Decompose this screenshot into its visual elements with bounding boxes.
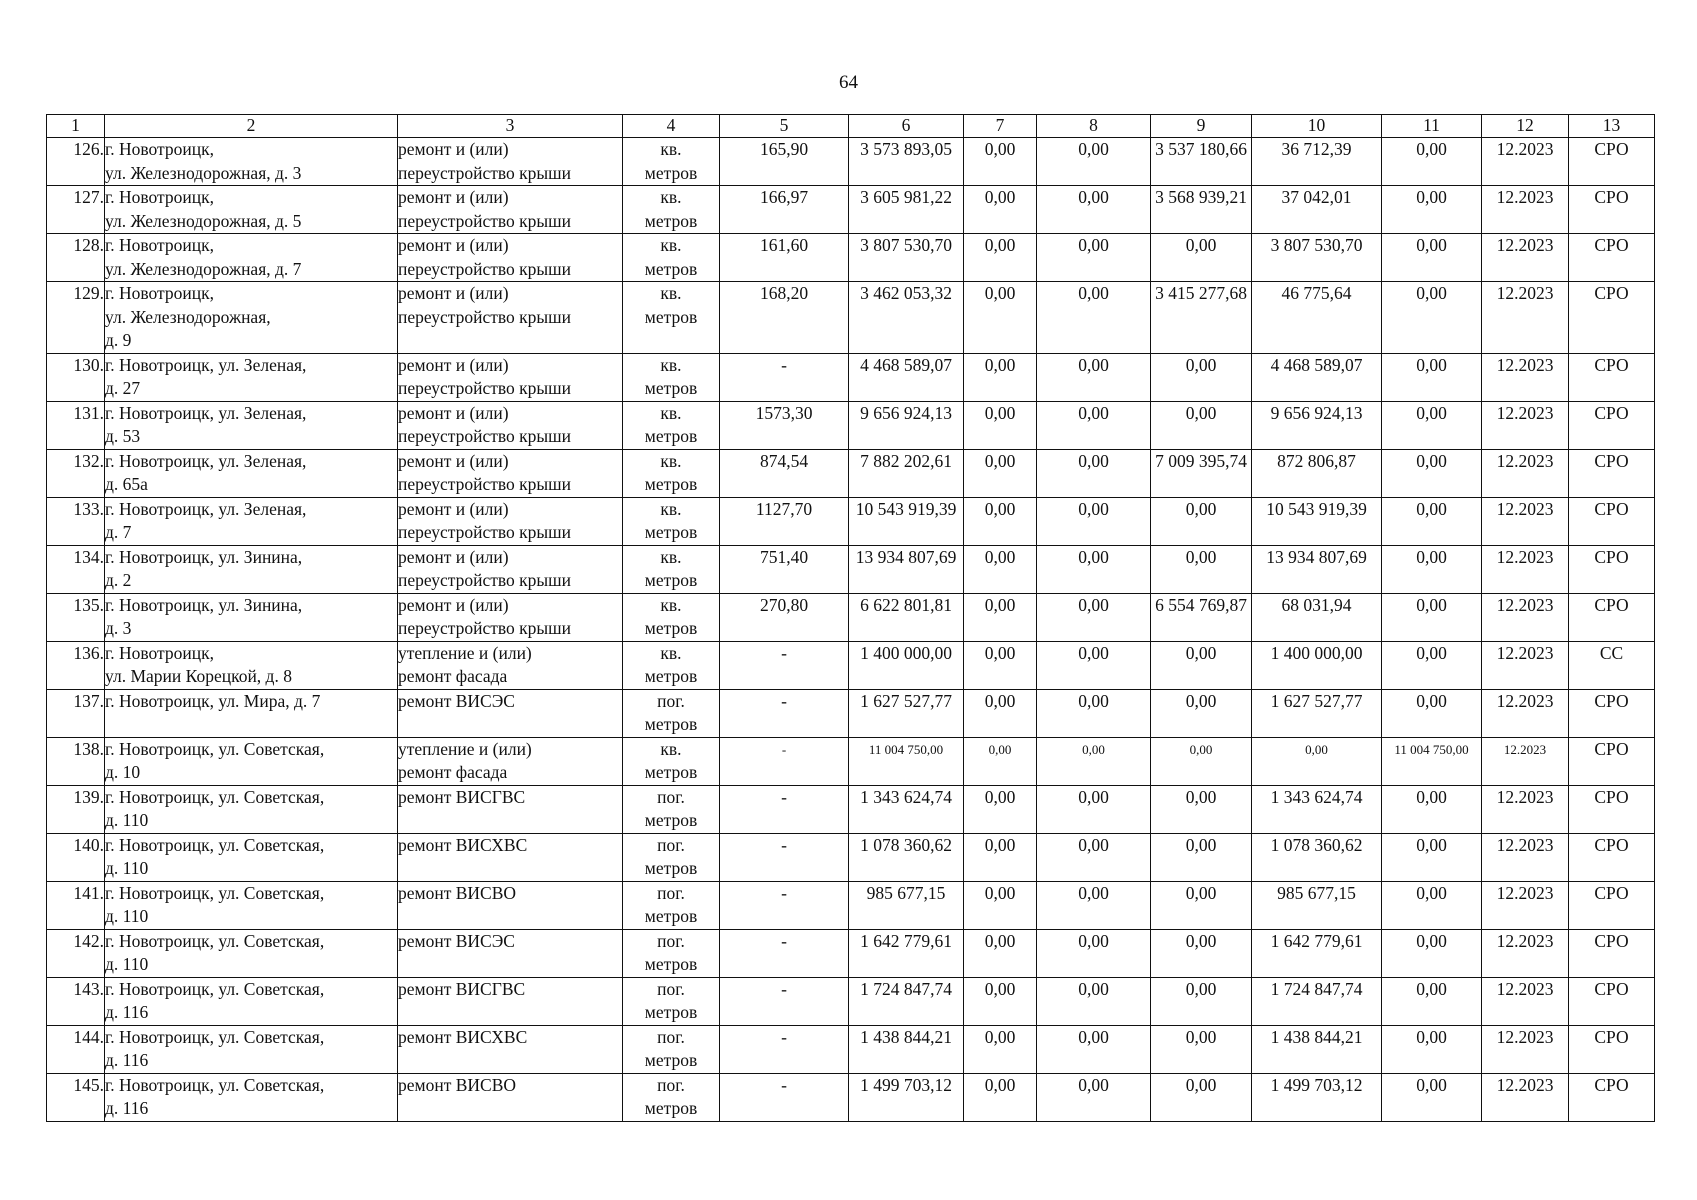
value-cell: 0,00 — [1037, 449, 1151, 497]
deadline-cell: 12.2023 — [1482, 401, 1569, 449]
table-row — [47, 1025, 1655, 1073]
work-type-cell: ремонт и (или) переустройство крыши — [398, 138, 623, 186]
table-row — [47, 353, 1655, 401]
column-header: 5 — [720, 115, 849, 138]
deadline-cell: 12.2023 — [1482, 1073, 1569, 1121]
column-header: 3 — [398, 115, 623, 138]
value-cell: 6 554 769,87 — [1151, 593, 1252, 641]
value-cell: 0,00 — [1037, 881, 1151, 929]
unit-cell: кв. метров — [623, 593, 720, 641]
value-cell: 36 712,39 — [1252, 138, 1382, 186]
value-cell: 0,00 — [1037, 497, 1151, 545]
table-row — [47, 401, 1655, 449]
value-cell: 0,00 — [1037, 282, 1151, 354]
value-cell: 0,00 — [1151, 234, 1252, 282]
column-number-row — [47, 115, 1655, 138]
total-cost-cell: 1 438 844,21 — [849, 1025, 964, 1073]
address-cell: г. Новотроицк, ул. Советская, д. 110 — [105, 785, 398, 833]
work-type-cell: ремонт и (или) переустройство крыши — [398, 593, 623, 641]
area-cell: - — [720, 1025, 849, 1073]
address-cell: г. Новотроицк, ул. Зеленая, д. 7 — [105, 497, 398, 545]
deadline-cell: 12.2023 — [1482, 282, 1569, 354]
total-cost-cell: 3 573 893,05 — [849, 138, 964, 186]
total-cost-cell: 1 499 703,12 — [849, 1073, 964, 1121]
work-type-cell: утепление и (или) ремонт фасада — [398, 641, 623, 689]
deadline-cell: 12.2023 — [1482, 593, 1569, 641]
value-cell: 0,00 — [1151, 497, 1252, 545]
value-cell: 1 078 360,62 — [1252, 833, 1382, 881]
value-cell: 0,00 — [1382, 689, 1482, 737]
work-type-cell: ремонт и (или) переустройство крыши — [398, 186, 623, 234]
value-cell: 0,00 — [964, 497, 1037, 545]
value-cell: 0,00 — [1037, 234, 1151, 282]
column-header: 2 — [105, 115, 398, 138]
total-cost-cell: 1 627 527,77 — [849, 689, 964, 737]
method-cell: СРО — [1569, 1073, 1655, 1121]
value-cell: 0,00 — [964, 977, 1037, 1025]
value-cell: 0,00 — [1151, 401, 1252, 449]
value-cell: 0,00 — [1037, 929, 1151, 977]
deadline-cell: 12.2023 — [1482, 186, 1569, 234]
value-cell: 0,00 — [1382, 833, 1482, 881]
column-header: 12 — [1482, 115, 1569, 138]
value-cell: 0,00 — [964, 785, 1037, 833]
value-cell: 1 343 624,74 — [1252, 785, 1382, 833]
deadline-cell: 12.2023 — [1482, 449, 1569, 497]
column-header: 4 — [623, 115, 720, 138]
work-type-cell: ремонт ВИСЭС — [398, 689, 623, 737]
address-cell: г. Новотроицк, ул. Советская, д. 116 — [105, 977, 398, 1025]
value-cell: 0,00 — [964, 689, 1037, 737]
table-body — [47, 138, 1655, 1122]
value-cell: 68 031,94 — [1252, 593, 1382, 641]
value-cell: 0,00 — [1382, 449, 1482, 497]
address-cell: г. Новотроицк, ул. Советская, д. 110 — [105, 833, 398, 881]
value-cell: 9 656 924,13 — [1252, 401, 1382, 449]
table-row — [47, 977, 1655, 1025]
value-cell: 0,00 — [1037, 641, 1151, 689]
method-cell: СРО — [1569, 689, 1655, 737]
area-cell: - — [720, 785, 849, 833]
deadline-cell: 12.2023 — [1482, 641, 1569, 689]
address-cell: г. Новотроицк, ул. Советская, д. 116 — [105, 1073, 398, 1121]
total-cost-cell: 3 605 981,22 — [849, 186, 964, 234]
value-cell: 0,00 — [1037, 1073, 1151, 1121]
total-cost-cell: 3 462 053,32 — [849, 282, 964, 354]
work-type-cell: ремонт ВИСХВС — [398, 833, 623, 881]
area-cell: 166,97 — [720, 186, 849, 234]
table-row — [47, 449, 1655, 497]
row-number: 126. — [47, 138, 105, 186]
deadline-cell: 12.2023 — [1482, 1025, 1569, 1073]
value-cell: 10 543 919,39 — [1252, 497, 1382, 545]
method-cell: СРО — [1569, 234, 1655, 282]
value-cell: 13 934 807,69 — [1252, 545, 1382, 593]
row-number: 133. — [47, 497, 105, 545]
deadline-cell: 12.2023 — [1482, 737, 1569, 785]
area-cell: - — [720, 1073, 849, 1121]
deadline-cell: 12.2023 — [1482, 785, 1569, 833]
value-cell: 0,00 — [1151, 689, 1252, 737]
value-cell: 0,00 — [1382, 186, 1482, 234]
value-cell: 0,00 — [1382, 1073, 1482, 1121]
value-cell: 37 042,01 — [1252, 186, 1382, 234]
unit-cell: кв. метров — [623, 737, 720, 785]
row-number: 145. — [47, 1073, 105, 1121]
value-cell: 0,00 — [1151, 881, 1252, 929]
address-cell: г. Новотроицк, ул. Железнодорожная, д. 3 — [105, 138, 398, 186]
work-type-cell: ремонт и (или) переустройство крыши — [398, 401, 623, 449]
value-cell: 0,00 — [1037, 593, 1151, 641]
area-cell: - — [720, 737, 849, 785]
row-number: 138. — [47, 737, 105, 785]
value-cell: 1 499 703,12 — [1252, 1073, 1382, 1121]
total-cost-cell: 3 807 530,70 — [849, 234, 964, 282]
method-cell: СРО — [1569, 282, 1655, 354]
unit-cell: пог. метров — [623, 1073, 720, 1121]
unit-cell: кв. метров — [623, 641, 720, 689]
value-cell: 0,00 — [1037, 785, 1151, 833]
table-row — [47, 1073, 1655, 1121]
deadline-cell: 12.2023 — [1482, 689, 1569, 737]
method-cell: СС — [1569, 641, 1655, 689]
method-cell: СРО — [1569, 929, 1655, 977]
value-cell: 0,00 — [1151, 353, 1252, 401]
unit-cell: пог. метров — [623, 833, 720, 881]
row-number: 143. — [47, 977, 105, 1025]
value-cell: 0,00 — [964, 186, 1037, 234]
area-cell: 751,40 — [720, 545, 849, 593]
table-row — [47, 641, 1655, 689]
total-cost-cell: 1 724 847,74 — [849, 977, 964, 1025]
unit-cell: пог. метров — [623, 977, 720, 1025]
address-cell: г. Новотроицк, ул. Советская, д. 116 — [105, 1025, 398, 1073]
unit-cell: пог. метров — [623, 785, 720, 833]
unit-cell: кв. метров — [623, 138, 720, 186]
area-cell: 270,80 — [720, 593, 849, 641]
deadline-cell: 12.2023 — [1482, 881, 1569, 929]
total-cost-cell: 1 078 360,62 — [849, 833, 964, 881]
area-cell: - — [720, 977, 849, 1025]
total-cost-cell: 13 934 807,69 — [849, 545, 964, 593]
row-number: 129. — [47, 282, 105, 354]
work-type-cell: утепление и (или) ремонт фасада — [398, 737, 623, 785]
deadline-cell: 12.2023 — [1482, 545, 1569, 593]
method-cell: СРО — [1569, 545, 1655, 593]
total-cost-cell: 4 468 589,07 — [849, 353, 964, 401]
method-cell: СРО — [1569, 497, 1655, 545]
value-cell: 0,00 — [964, 1025, 1037, 1073]
deadline-cell: 12.2023 — [1482, 234, 1569, 282]
value-cell: 0,00 — [964, 138, 1037, 186]
row-number: 136. — [47, 641, 105, 689]
value-cell: 3 568 939,21 — [1151, 186, 1252, 234]
value-cell: 11 004 750,00 — [1382, 737, 1482, 785]
address-cell: г. Новотроицк, ул. Железнодорожная, д. 9 — [105, 282, 398, 354]
method-cell: СРО — [1569, 881, 1655, 929]
table-row — [47, 234, 1655, 282]
value-cell: 0,00 — [1382, 929, 1482, 977]
value-cell: 4 468 589,07 — [1252, 353, 1382, 401]
value-cell: 872 806,87 — [1252, 449, 1382, 497]
work-type-cell: ремонт и (или) переустройство крыши — [398, 449, 623, 497]
unit-cell: пог. метров — [623, 1025, 720, 1073]
table-row — [47, 282, 1655, 354]
value-cell: 0,00 — [964, 641, 1037, 689]
column-header: 9 — [1151, 115, 1252, 138]
address-cell: г. Новотроицк, ул. Мира, д. 7 — [105, 689, 398, 737]
unit-cell: кв. метров — [623, 401, 720, 449]
address-cell: г. Новотроицк, ул. Зинина, д. 3 — [105, 593, 398, 641]
work-type-cell: ремонт ВИСХВС — [398, 1025, 623, 1073]
method-cell: СРО — [1569, 593, 1655, 641]
value-cell: 0,00 — [964, 282, 1037, 354]
deadline-cell: 12.2023 — [1482, 497, 1569, 545]
total-cost-cell: 985 677,15 — [849, 881, 964, 929]
total-cost-cell: 11 004 750,00 — [849, 737, 964, 785]
work-type-cell: ремонт и (или) переустройство крыши — [398, 234, 623, 282]
value-cell: 0,00 — [1037, 689, 1151, 737]
capital-repair-table — [46, 114, 1655, 1122]
column-header: 8 — [1037, 115, 1151, 138]
value-cell: 0,00 — [1037, 737, 1151, 785]
value-cell: 0,00 — [1037, 1025, 1151, 1073]
table-row — [47, 833, 1655, 881]
row-number: 139. — [47, 785, 105, 833]
row-number: 130. — [47, 353, 105, 401]
value-cell: 0,00 — [964, 833, 1037, 881]
value-cell: 0,00 — [1151, 545, 1252, 593]
row-number: 141. — [47, 881, 105, 929]
value-cell: 0,00 — [1382, 1025, 1482, 1073]
value-cell: 0,00 — [964, 929, 1037, 977]
row-number: 140. — [47, 833, 105, 881]
unit-cell: пог. метров — [623, 689, 720, 737]
value-cell: 0,00 — [1382, 881, 1482, 929]
unit-cell: кв. метров — [623, 545, 720, 593]
area-cell: 168,20 — [720, 282, 849, 354]
row-number: 142. — [47, 929, 105, 977]
work-type-cell: ремонт и (или) переустройство крыши — [398, 282, 623, 354]
area-cell: 874,54 — [720, 449, 849, 497]
value-cell: 0,00 — [1151, 977, 1252, 1025]
value-cell: 0,00 — [1037, 833, 1151, 881]
value-cell: 0,00 — [1151, 785, 1252, 833]
work-type-cell: ремонт ВИСВО — [398, 881, 623, 929]
unit-cell: пог. метров — [623, 881, 720, 929]
value-cell: 46 775,64 — [1252, 282, 1382, 354]
work-type-cell: ремонт и (или) переустройство крыши — [398, 497, 623, 545]
area-cell: 1573,30 — [720, 401, 849, 449]
area-cell: - — [720, 881, 849, 929]
method-cell: СРО — [1569, 138, 1655, 186]
area-cell: - — [720, 689, 849, 737]
table-row — [47, 929, 1655, 977]
value-cell: 0,00 — [1037, 353, 1151, 401]
unit-cell: кв. метров — [623, 282, 720, 354]
deadline-cell: 12.2023 — [1482, 929, 1569, 977]
total-cost-cell: 9 656 924,13 — [849, 401, 964, 449]
table-row — [47, 785, 1655, 833]
address-cell: г. Новотроицк, ул. Зеленая, д. 27 — [105, 353, 398, 401]
value-cell: 7 009 395,74 — [1151, 449, 1252, 497]
method-cell: СРО — [1569, 1025, 1655, 1073]
table-row — [47, 545, 1655, 593]
row-number: 144. — [47, 1025, 105, 1073]
value-cell: 1 642 779,61 — [1252, 929, 1382, 977]
value-cell: 0,00 — [1151, 1025, 1252, 1073]
work-type-cell: ремонт и (или) переустройство крыши — [398, 545, 623, 593]
value-cell: 1 724 847,74 — [1252, 977, 1382, 1025]
area-cell: 165,90 — [720, 138, 849, 186]
table-row — [47, 689, 1655, 737]
page-number: 64 — [839, 72, 858, 93]
method-cell: СРО — [1569, 833, 1655, 881]
value-cell: 985 677,15 — [1252, 881, 1382, 929]
value-cell: 0,00 — [1252, 737, 1382, 785]
unit-cell: пог. метров — [623, 929, 720, 977]
work-type-cell: ремонт и (или) переустройство крыши — [398, 353, 623, 401]
method-cell: СРО — [1569, 737, 1655, 785]
value-cell: 0,00 — [1037, 401, 1151, 449]
table-row — [47, 497, 1655, 545]
value-cell: 0,00 — [1382, 641, 1482, 689]
address-cell: г. Новотроицк, ул. Зинина, д. 2 — [105, 545, 398, 593]
value-cell: 1 627 527,77 — [1252, 689, 1382, 737]
column-header: 7 — [964, 115, 1037, 138]
value-cell: 0,00 — [1151, 1073, 1252, 1121]
value-cell: 0,00 — [964, 737, 1037, 785]
row-number: 128. — [47, 234, 105, 282]
value-cell: 0,00 — [1151, 737, 1252, 785]
deadline-cell: 12.2023 — [1482, 138, 1569, 186]
value-cell: 0,00 — [964, 353, 1037, 401]
total-cost-cell: 7 882 202,61 — [849, 449, 964, 497]
method-cell: СРО — [1569, 785, 1655, 833]
column-header: 1 — [47, 115, 105, 138]
value-cell: 0,00 — [1382, 977, 1482, 1025]
work-type-cell: ремонт ВИСГВС — [398, 977, 623, 1025]
row-number: 134. — [47, 545, 105, 593]
deadline-cell: 12.2023 — [1482, 833, 1569, 881]
unit-cell: кв. метров — [623, 186, 720, 234]
value-cell: 0,00 — [1382, 401, 1482, 449]
value-cell: 0,00 — [964, 593, 1037, 641]
address-cell: г. Новотроицк, ул. Советская, д. 110 — [105, 881, 398, 929]
value-cell: 3 537 180,66 — [1151, 138, 1252, 186]
value-cell: 0,00 — [1382, 282, 1482, 354]
value-cell: 0,00 — [1037, 977, 1151, 1025]
method-cell: СРО — [1569, 977, 1655, 1025]
area-cell: 161,60 — [720, 234, 849, 282]
address-cell: г. Новотроицк, ул. Советская, д. 110 — [105, 929, 398, 977]
address-cell: г. Новотроицк, ул. Железнодорожная, д. 7 — [105, 234, 398, 282]
work-type-cell: ремонт ВИСВО — [398, 1073, 623, 1121]
address-cell: г. Новотроицк, ул. Марии Корецкой, д. 8 — [105, 641, 398, 689]
row-number: 137. — [47, 689, 105, 737]
value-cell: 0,00 — [1382, 593, 1482, 641]
total-cost-cell: 1 400 000,00 — [849, 641, 964, 689]
method-cell: СРО — [1569, 353, 1655, 401]
method-cell: СРО — [1569, 186, 1655, 234]
deadline-cell: 12.2023 — [1482, 353, 1569, 401]
column-header: 6 — [849, 115, 964, 138]
value-cell: 0,00 — [1151, 929, 1252, 977]
table-row — [47, 737, 1655, 785]
row-number: 135. — [47, 593, 105, 641]
row-number: 132. — [47, 449, 105, 497]
total-cost-cell: 10 543 919,39 — [849, 497, 964, 545]
column-header: 10 — [1252, 115, 1382, 138]
unit-cell: кв. метров — [623, 234, 720, 282]
value-cell: 3 807 530,70 — [1252, 234, 1382, 282]
table-row — [47, 186, 1655, 234]
value-cell: 0,00 — [1037, 138, 1151, 186]
table-row — [47, 138, 1655, 186]
area-cell: - — [720, 929, 849, 977]
area-cell: - — [720, 833, 849, 881]
address-cell: г. Новотроицк, ул. Советская, д. 10 — [105, 737, 398, 785]
value-cell: 0,00 — [1151, 833, 1252, 881]
row-number: 131. — [47, 401, 105, 449]
total-cost-cell: 1 642 779,61 — [849, 929, 964, 977]
value-cell: 0,00 — [1382, 545, 1482, 593]
value-cell: 0,00 — [964, 234, 1037, 282]
value-cell: 1 400 000,00 — [1252, 641, 1382, 689]
unit-cell: кв. метров — [623, 353, 720, 401]
address-cell: г. Новотроицк, ул. Железнодорожная, д. 5 — [105, 186, 398, 234]
value-cell: 0,00 — [1382, 234, 1482, 282]
address-cell: г. Новотроицк, ул. Зеленая, д. 53 — [105, 401, 398, 449]
value-cell: 0,00 — [1382, 138, 1482, 186]
table-row — [47, 593, 1655, 641]
value-cell: 0,00 — [964, 881, 1037, 929]
value-cell: 0,00 — [1382, 785, 1482, 833]
unit-cell: кв. метров — [623, 497, 720, 545]
value-cell: 0,00 — [1382, 497, 1482, 545]
value-cell: 0,00 — [964, 545, 1037, 593]
value-cell: 1 438 844,21 — [1252, 1025, 1382, 1073]
value-cell: 0,00 — [1382, 353, 1482, 401]
work-type-cell: ремонт ВИСГВС — [398, 785, 623, 833]
unit-cell: кв. метров — [623, 449, 720, 497]
value-cell: 0,00 — [1037, 186, 1151, 234]
address-cell: г. Новотроицк, ул. Зеленая, д. 65а — [105, 449, 398, 497]
value-cell: 0,00 — [964, 449, 1037, 497]
value-cell: 0,00 — [1151, 641, 1252, 689]
area-cell: - — [720, 353, 849, 401]
area-cell: - — [720, 641, 849, 689]
row-number: 127. — [47, 186, 105, 234]
area-cell: 1127,70 — [720, 497, 849, 545]
method-cell: СРО — [1569, 401, 1655, 449]
value-cell: 3 415 277,68 — [1151, 282, 1252, 354]
total-cost-cell: 6 622 801,81 — [849, 593, 964, 641]
work-type-cell: ремонт ВИСЭС — [398, 929, 623, 977]
total-cost-cell: 1 343 624,74 — [849, 785, 964, 833]
deadline-cell: 12.2023 — [1482, 977, 1569, 1025]
column-header: 11 — [1382, 115, 1482, 138]
column-header: 13 — [1569, 115, 1655, 138]
value-cell: 0,00 — [964, 1073, 1037, 1121]
value-cell: 0,00 — [964, 401, 1037, 449]
table-row — [47, 881, 1655, 929]
method-cell: СРО — [1569, 449, 1655, 497]
value-cell: 0,00 — [1037, 545, 1151, 593]
